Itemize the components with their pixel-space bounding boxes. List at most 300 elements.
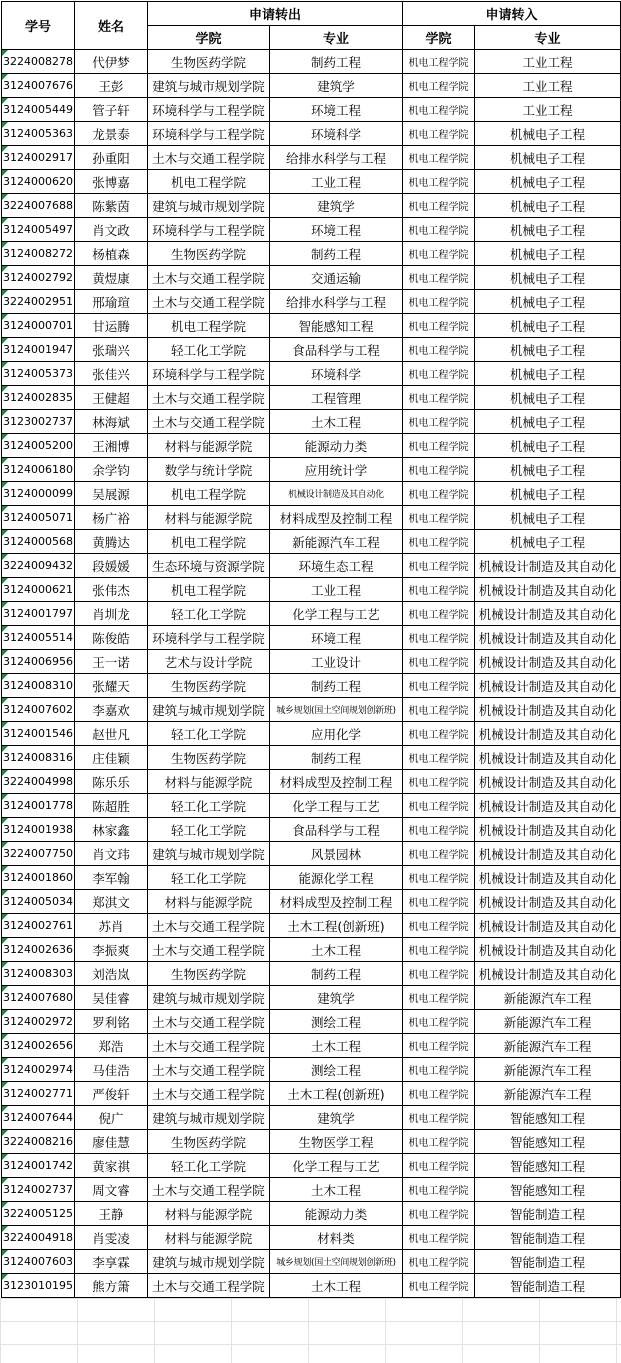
cell-in-college[interactable]: 机电工程学院 (403, 242, 475, 266)
cell-in-major[interactable]: 机械设计制造及其自动化 (475, 818, 621, 842)
cell-name[interactable]: 张博嘉 (75, 170, 148, 194)
cell-in-major[interactable]: 智能感知工程 (475, 1154, 621, 1178)
cell-out-college[interactable]: 材料与能源学院 (148, 1226, 270, 1250)
cell-in-major[interactable]: 智能感知工程 (475, 1178, 621, 1202)
cell-out-major[interactable]: 能源化学工程 (270, 866, 403, 890)
cell-name[interactable]: 廖佳慧 (75, 1130, 148, 1154)
cell-out-major[interactable]: 材料成型及控制工程 (270, 506, 403, 530)
cell-out-college[interactable]: 建筑与城市规划学院 (148, 842, 270, 866)
cell-student-id[interactable]: 3124001797 (2, 602, 75, 626)
cell-out-college[interactable]: 轻工化工学院 (148, 866, 270, 890)
cell-in-college[interactable]: 机电工程学院 (403, 602, 475, 626)
cell-in-college[interactable]: 机电工程学院 (403, 362, 475, 386)
cell-in-college[interactable]: 机电工程学院 (403, 314, 475, 338)
cell-student-id[interactable]: 3124006956 (2, 650, 75, 674)
cell-out-college[interactable]: 机电工程学院 (148, 482, 270, 506)
cell-out-college[interactable]: 数学与统计学院 (148, 458, 270, 482)
cell-name[interactable]: 张伟杰 (75, 578, 148, 602)
cell-out-college[interactable]: 建筑与城市规划学院 (148, 74, 270, 98)
cell-in-major[interactable]: 机械设计制造及其自动化 (475, 890, 621, 914)
cell-out-college[interactable]: 环境科学与工程学院 (148, 218, 270, 242)
cell-in-college[interactable]: 机电工程学院 (403, 122, 475, 146)
cell-name[interactable]: 陈乐乐 (75, 770, 148, 794)
cell-student-id[interactable]: 3124007676 (2, 74, 75, 98)
cell-name[interactable]: 马佳浩 (75, 1058, 148, 1082)
cell-out-college[interactable]: 建筑与城市规划学院 (148, 1250, 270, 1274)
cell-in-college[interactable]: 机电工程学院 (403, 1058, 475, 1082)
cell-in-college[interactable]: 机电工程学院 (403, 1010, 475, 1034)
cell-student-id[interactable]: 3124005497 (2, 218, 75, 242)
cell-in-major[interactable]: 智能制造工程 (475, 1226, 621, 1250)
cell-in-major[interactable]: 机械设计制造及其自动化 (475, 626, 621, 650)
cell-out-major[interactable]: 环境工程 (270, 98, 403, 122)
cell-in-major[interactable]: 机械电子工程 (475, 290, 621, 314)
cell-name[interactable]: 李享霖 (75, 1250, 148, 1274)
cell-name[interactable]: 李军翰 (75, 866, 148, 890)
cell-name[interactable]: 周文睿 (75, 1178, 148, 1202)
cell-in-major[interactable]: 机械设计制造及其自动化 (475, 962, 621, 986)
cell-in-major[interactable]: 机械设计制造及其自动化 (475, 914, 621, 938)
cell-student-id[interactable]: 3124002656 (2, 1034, 75, 1058)
cell-out-college[interactable]: 轻工化工学院 (148, 794, 270, 818)
cell-out-college[interactable]: 土木与交通工程学院 (148, 146, 270, 170)
header-out-major[interactable]: 专业 (270, 26, 403, 50)
cell-in-college[interactable]: 机电工程学院 (403, 962, 475, 986)
cell-in-major[interactable]: 机械电子工程 (475, 122, 621, 146)
cell-in-college[interactable]: 机电工程学院 (403, 986, 475, 1010)
cell-name[interactable]: 郑淇文 (75, 890, 148, 914)
cell-in-college[interactable]: 机电工程学院 (403, 218, 475, 242)
cell-out-college[interactable]: 环境科学与工程学院 (148, 122, 270, 146)
cell-name[interactable]: 杨广裕 (75, 506, 148, 530)
cell-out-college[interactable]: 材料与能源学院 (148, 506, 270, 530)
cell-student-id[interactable]: 3224004998 (2, 770, 75, 794)
cell-student-id[interactable]: 3224002951 (2, 290, 75, 314)
cell-in-major[interactable]: 机械电子工程 (475, 458, 621, 482)
cell-student-id[interactable]: 3224005125 (2, 1202, 75, 1226)
cell-out-major[interactable]: 土木工程(创新班) (270, 1082, 403, 1106)
cell-student-id[interactable]: 3124002917 (2, 146, 75, 170)
cell-student-id[interactable]: 3124002835 (2, 386, 75, 410)
cell-out-major[interactable]: 建筑学 (270, 986, 403, 1010)
cell-name[interactable]: 黄腾达 (75, 530, 148, 554)
cell-in-college[interactable]: 机电工程学院 (403, 674, 475, 698)
header-transfer-in[interactable]: 申请转入 (403, 2, 621, 26)
cell-student-id[interactable]: 3124001546 (2, 722, 75, 746)
cell-out-college[interactable]: 轻工化工学院 (148, 818, 270, 842)
cell-student-id[interactable]: 3124007603 (2, 1250, 75, 1274)
cell-in-major[interactable]: 机械电子工程 (475, 338, 621, 362)
cell-student-id[interactable]: 3124008272 (2, 242, 75, 266)
cell-in-college[interactable]: 机电工程学院 (403, 74, 475, 98)
cell-student-id[interactable]: 3124000099 (2, 482, 75, 506)
header-in-major[interactable]: 专业 (475, 26, 621, 50)
cell-student-id[interactable]: 3124005071 (2, 506, 75, 530)
cell-student-id[interactable]: 3123002737 (2, 410, 75, 434)
header-in-college[interactable]: 学院 (403, 26, 475, 50)
cell-in-major[interactable]: 机械设计制造及其自动化 (475, 794, 621, 818)
cell-in-major[interactable]: 机械设计制造及其自动化 (475, 746, 621, 770)
cell-in-college[interactable]: 机电工程学院 (403, 650, 475, 674)
cell-out-major[interactable]: 智能感知工程 (270, 314, 403, 338)
cell-student-id[interactable]: 3123010195 (2, 1274, 75, 1298)
cell-out-college[interactable]: 土木与交通工程学院 (148, 938, 270, 962)
header-transfer-out[interactable]: 申请转出 (148, 2, 403, 26)
cell-out-college[interactable]: 土木与交通工程学院 (148, 1034, 270, 1058)
cell-out-major[interactable]: 材料成型及控制工程 (270, 770, 403, 794)
cell-name[interactable]: 吴佳睿 (75, 986, 148, 1010)
cell-out-major[interactable]: 材料类 (270, 1226, 403, 1250)
cell-out-major[interactable]: 给排水科学与工程 (270, 146, 403, 170)
cell-out-major[interactable]: 能源动力类 (270, 434, 403, 458)
cell-in-college[interactable]: 机电工程学院 (403, 98, 475, 122)
cell-name[interactable]: 王湘博 (75, 434, 148, 458)
cell-name[interactable]: 甘运腾 (75, 314, 148, 338)
cell-in-college[interactable]: 机电工程学院 (403, 458, 475, 482)
cell-in-major[interactable]: 机械电子工程 (475, 218, 621, 242)
cell-student-id[interactable]: 3124000568 (2, 530, 75, 554)
cell-name[interactable]: 肖文政 (75, 218, 148, 242)
cell-in-major[interactable]: 智能感知工程 (475, 1130, 621, 1154)
cell-student-id[interactable]: 3124005200 (2, 434, 75, 458)
cell-out-major[interactable]: 制药工程 (270, 674, 403, 698)
cell-in-college[interactable]: 机电工程学院 (403, 506, 475, 530)
cell-in-college[interactable]: 机电工程学院 (403, 746, 475, 770)
cell-name[interactable]: 黄煜康 (75, 266, 148, 290)
cell-out-major[interactable]: 城乡规划(国土空间规划创新班) (270, 1250, 403, 1274)
cell-name[interactable]: 林海斌 (75, 410, 148, 434)
cell-out-major[interactable]: 环境工程 (270, 626, 403, 650)
cell-name[interactable]: 王彭 (75, 74, 148, 98)
cell-out-college[interactable]: 机电工程学院 (148, 170, 270, 194)
cell-name[interactable]: 代伊梦 (75, 50, 148, 74)
cell-in-college[interactable]: 机电工程学院 (403, 938, 475, 962)
cell-out-college[interactable]: 环境科学与工程学院 (148, 98, 270, 122)
cell-in-major[interactable]: 机械电子工程 (475, 314, 621, 338)
cell-in-college[interactable]: 机电工程学院 (403, 410, 475, 434)
cell-student-id[interactable]: 3124002761 (2, 914, 75, 938)
cell-name[interactable]: 刘浩岚 (75, 962, 148, 986)
cell-student-id[interactable]: 3124000701 (2, 314, 75, 338)
cell-in-college[interactable]: 机电工程学院 (403, 818, 475, 842)
cell-out-major[interactable]: 环境科学 (270, 122, 403, 146)
cell-student-id[interactable]: 3124002737 (2, 1178, 75, 1202)
cell-in-major[interactable]: 机械电子工程 (475, 170, 621, 194)
cell-out-major[interactable]: 应用统计学 (270, 458, 403, 482)
header-name[interactable]: 姓名 (75, 2, 148, 50)
cell-out-major[interactable]: 土木工程 (270, 1034, 403, 1058)
cell-name[interactable]: 张瑞兴 (75, 338, 148, 362)
cell-student-id[interactable]: 3124002636 (2, 938, 75, 962)
cell-out-major[interactable]: 食品科学与工程 (270, 338, 403, 362)
cell-in-major[interactable]: 智能感知工程 (475, 1106, 621, 1130)
cell-in-major[interactable]: 智能制造工程 (475, 1274, 621, 1298)
cell-out-college[interactable]: 建筑与城市规划学院 (148, 1106, 270, 1130)
cell-in-major[interactable]: 机械设计制造及其自动化 (475, 650, 621, 674)
cell-out-college[interactable]: 材料与能源学院 (148, 890, 270, 914)
cell-in-major[interactable]: 机械电子工程 (475, 506, 621, 530)
cell-name[interactable]: 倪广 (75, 1106, 148, 1130)
cell-in-college[interactable]: 机电工程学院 (403, 626, 475, 650)
cell-out-college[interactable]: 轻工化工学院 (148, 722, 270, 746)
cell-out-major[interactable]: 食品科学与工程 (270, 818, 403, 842)
cell-student-id[interactable]: 3124001938 (2, 818, 75, 842)
cell-student-id[interactable]: 3124000620 (2, 170, 75, 194)
cell-in-college[interactable]: 机电工程学院 (403, 386, 475, 410)
cell-name[interactable]: 肖圳龙 (75, 602, 148, 626)
cell-student-id[interactable]: 3124001742 (2, 1154, 75, 1178)
cell-student-id[interactable]: 3124008316 (2, 746, 75, 770)
cell-in-college[interactable]: 机电工程学院 (403, 170, 475, 194)
cell-name[interactable]: 张耀天 (75, 674, 148, 698)
cell-out-major[interactable]: 建筑学 (270, 194, 403, 218)
cell-student-id[interactable]: 3224007750 (2, 842, 75, 866)
cell-in-major[interactable]: 工业工程 (475, 50, 621, 74)
cell-out-major[interactable]: 测绘工程 (270, 1058, 403, 1082)
cell-in-major[interactable]: 机械设计制造及其自动化 (475, 938, 621, 962)
cell-out-major[interactable]: 化学工程与工艺 (270, 602, 403, 626)
cell-in-college[interactable]: 机电工程学院 (403, 1202, 475, 1226)
cell-in-college[interactable]: 机电工程学院 (403, 698, 475, 722)
cell-student-id[interactable]: 3224004918 (2, 1226, 75, 1250)
cell-name[interactable]: 吴展源 (75, 482, 148, 506)
cell-out-college[interactable]: 生物医药学院 (148, 746, 270, 770)
cell-in-college[interactable]: 机电工程学院 (403, 482, 475, 506)
cell-in-major[interactable]: 机械设计制造及其自动化 (475, 578, 621, 602)
cell-in-major[interactable]: 机械设计制造及其自动化 (475, 554, 621, 578)
header-id[interactable]: 学号 (2, 2, 75, 50)
cell-out-college[interactable]: 环境科学与工程学院 (148, 362, 270, 386)
cell-out-college[interactable]: 材料与能源学院 (148, 770, 270, 794)
cell-in-college[interactable]: 机电工程学院 (403, 1130, 475, 1154)
cell-in-college[interactable]: 机电工程学院 (403, 770, 475, 794)
cell-student-id[interactable]: 3124005373 (2, 362, 75, 386)
cell-in-major[interactable]: 机械电子工程 (475, 194, 621, 218)
cell-in-college[interactable]: 机电工程学院 (403, 194, 475, 218)
cell-out-college[interactable]: 材料与能源学院 (148, 434, 270, 458)
cell-out-major[interactable]: 环境工程 (270, 218, 403, 242)
cell-student-id[interactable]: 3124006180 (2, 458, 75, 482)
cell-in-college[interactable]: 机电工程学院 (403, 554, 475, 578)
cell-in-major[interactable]: 新能源汽车工程 (475, 1010, 621, 1034)
cell-in-college[interactable]: 机电工程学院 (403, 890, 475, 914)
cell-in-major[interactable]: 机械电子工程 (475, 386, 621, 410)
cell-out-major[interactable]: 交通运输 (270, 266, 403, 290)
cell-out-college[interactable]: 机电工程学院 (148, 578, 270, 602)
cell-student-id[interactable]: 3124005034 (2, 890, 75, 914)
cell-out-major[interactable]: 土木工程 (270, 410, 403, 434)
cell-out-college[interactable]: 生物医药学院 (148, 1130, 270, 1154)
cell-out-major[interactable]: 生物医学工程 (270, 1130, 403, 1154)
cell-out-college[interactable]: 环境科学与工程学院 (148, 626, 270, 650)
cell-student-id[interactable]: 3124000621 (2, 578, 75, 602)
cell-in-college[interactable]: 机电工程学院 (403, 1250, 475, 1274)
header-out-college[interactable]: 学院 (148, 26, 270, 50)
cell-out-college[interactable]: 轻工化工学院 (148, 602, 270, 626)
cell-out-college[interactable]: 艺术与设计学院 (148, 650, 270, 674)
cell-student-id[interactable]: 3124008310 (2, 674, 75, 698)
cell-out-major[interactable]: 测绘工程 (270, 1010, 403, 1034)
cell-name[interactable]: 段媛媛 (75, 554, 148, 578)
cell-student-id[interactable]: 3124001947 (2, 338, 75, 362)
cell-name[interactable]: 陈俊皓 (75, 626, 148, 650)
cell-name[interactable]: 孙重阳 (75, 146, 148, 170)
cell-in-college[interactable]: 机电工程学院 (403, 434, 475, 458)
cell-out-major[interactable]: 制药工程 (270, 242, 403, 266)
cell-name[interactable]: 陈紫茵 (75, 194, 148, 218)
cell-in-major[interactable]: 机械电子工程 (475, 146, 621, 170)
cell-in-major[interactable]: 智能制造工程 (475, 1250, 621, 1274)
cell-out-major[interactable]: 材料成型及控制工程 (270, 890, 403, 914)
cell-name[interactable]: 赵世凡 (75, 722, 148, 746)
cell-out-college[interactable]: 建筑与城市规划学院 (148, 698, 270, 722)
cell-out-college[interactable]: 生态环境与资源学院 (148, 554, 270, 578)
cell-out-college[interactable]: 生物医药学院 (148, 50, 270, 74)
cell-in-major[interactable]: 智能制造工程 (475, 1202, 621, 1226)
cell-out-college[interactable]: 土木与交通工程学院 (148, 1082, 270, 1106)
cell-in-major[interactable]: 机械设计制造及其自动化 (475, 770, 621, 794)
cell-name[interactable]: 肖雯凌 (75, 1226, 148, 1250)
cell-out-major[interactable]: 制药工程 (270, 746, 403, 770)
cell-student-id[interactable]: 3124001778 (2, 794, 75, 818)
cell-out-major[interactable]: 土木工程(创新班) (270, 914, 403, 938)
cell-out-major[interactable]: 环境生态工程 (270, 554, 403, 578)
cell-out-college[interactable]: 材料与能源学院 (148, 1202, 270, 1226)
cell-in-college[interactable]: 机电工程学院 (403, 146, 475, 170)
cell-student-id[interactable]: 3124005449 (2, 98, 75, 122)
cell-out-college[interactable]: 机电工程学院 (148, 314, 270, 338)
cell-student-id[interactable]: 3124007602 (2, 698, 75, 722)
cell-out-major[interactable]: 给排水科学与工程 (270, 290, 403, 314)
cell-out-major[interactable]: 土木工程 (270, 1274, 403, 1298)
cell-in-major[interactable]: 新能源汽车工程 (475, 1082, 621, 1106)
cell-student-id[interactable]: 3124008303 (2, 962, 75, 986)
cell-out-college[interactable]: 土木与交通工程学院 (148, 1178, 270, 1202)
cell-name[interactable]: 熊方箫 (75, 1274, 148, 1298)
cell-out-college[interactable]: 土木与交通工程学院 (148, 410, 270, 434)
cell-name[interactable]: 张佳兴 (75, 362, 148, 386)
cell-out-major[interactable]: 工业设计 (270, 650, 403, 674)
cell-name[interactable]: 邢瑜瑄 (75, 290, 148, 314)
cell-in-college[interactable]: 机电工程学院 (403, 50, 475, 74)
cell-out-college[interactable]: 土木与交通工程学院 (148, 266, 270, 290)
cell-in-major[interactable]: 机械电子工程 (475, 482, 621, 506)
cell-in-college[interactable]: 机电工程学院 (403, 1178, 475, 1202)
cell-in-major[interactable]: 工业工程 (475, 74, 621, 98)
cell-student-id[interactable]: 3124001860 (2, 866, 75, 890)
cell-out-major[interactable]: 建筑学 (270, 1106, 403, 1130)
cell-out-major[interactable]: 制药工程 (270, 50, 403, 74)
cell-out-college[interactable]: 土木与交通工程学院 (148, 290, 270, 314)
cell-out-major[interactable]: 能源动力类 (270, 1202, 403, 1226)
cell-out-major[interactable]: 机械设计制造及其自动化 (270, 482, 403, 506)
cell-in-college[interactable]: 机电工程学院 (403, 1106, 475, 1130)
cell-name[interactable]: 管子轩 (75, 98, 148, 122)
cell-out-major[interactable]: 城乡规划(国土空间规划创新班) (270, 698, 403, 722)
cell-in-major[interactable]: 机械设计制造及其自动化 (475, 698, 621, 722)
cell-out-major[interactable]: 土木工程 (270, 938, 403, 962)
cell-student-id[interactable]: 3124007644 (2, 1106, 75, 1130)
cell-in-college[interactable]: 机电工程学院 (403, 1274, 475, 1298)
cell-out-college[interactable]: 建筑与城市规划学院 (148, 194, 270, 218)
cell-in-college[interactable]: 机电工程学院 (403, 722, 475, 746)
cell-name[interactable]: 李振爽 (75, 938, 148, 962)
cell-in-college[interactable]: 机电工程学院 (403, 914, 475, 938)
cell-name[interactable]: 余学钧 (75, 458, 148, 482)
cell-name[interactable]: 王一诺 (75, 650, 148, 674)
cell-student-id[interactable]: 3224009432 (2, 554, 75, 578)
cell-in-major[interactable]: 新能源汽车工程 (475, 986, 621, 1010)
cell-student-id[interactable]: 3124002972 (2, 1010, 75, 1034)
cell-name[interactable]: 罗利铭 (75, 1010, 148, 1034)
cell-student-id[interactable]: 3124005363 (2, 122, 75, 146)
cell-in-college[interactable]: 机电工程学院 (403, 338, 475, 362)
cell-name[interactable]: 严俊轩 (75, 1082, 148, 1106)
cell-out-college[interactable]: 轻工化工学院 (148, 338, 270, 362)
cell-out-major[interactable]: 工程管理 (270, 386, 403, 410)
cell-in-college[interactable]: 机电工程学院 (403, 1226, 475, 1250)
cell-name[interactable]: 王健超 (75, 386, 148, 410)
cell-student-id[interactable]: 3124005514 (2, 626, 75, 650)
cell-in-major[interactable]: 机械设计制造及其自动化 (475, 602, 621, 626)
cell-in-college[interactable]: 机电工程学院 (403, 842, 475, 866)
cell-in-major[interactable]: 机械设计制造及其自动化 (475, 866, 621, 890)
cell-in-major[interactable]: 机械电子工程 (475, 530, 621, 554)
cell-name[interactable]: 李嘉欢 (75, 698, 148, 722)
cell-in-major[interactable]: 机械设计制造及其自动化 (475, 842, 621, 866)
cell-name[interactable]: 苏肖 (75, 914, 148, 938)
cell-out-major[interactable]: 化学工程与工艺 (270, 794, 403, 818)
cell-in-college[interactable]: 机电工程学院 (403, 290, 475, 314)
cell-in-major[interactable]: 机械电子工程 (475, 266, 621, 290)
cell-name[interactable]: 陈超胜 (75, 794, 148, 818)
cell-in-major[interactable]: 机械电子工程 (475, 434, 621, 458)
cell-in-college[interactable]: 机电工程学院 (403, 266, 475, 290)
cell-student-id[interactable]: 3224007688 (2, 194, 75, 218)
cell-out-college[interactable]: 土木与交通工程学院 (148, 1058, 270, 1082)
cell-name[interactable]: 林家鑫 (75, 818, 148, 842)
cell-out-college[interactable]: 生物医药学院 (148, 242, 270, 266)
cell-in-major[interactable]: 工业工程 (475, 98, 621, 122)
cell-student-id[interactable]: 3124002792 (2, 266, 75, 290)
cell-in-college[interactable]: 机电工程学院 (403, 1034, 475, 1058)
cell-in-major[interactable]: 机械设计制造及其自动化 (475, 674, 621, 698)
cell-in-college[interactable]: 机电工程学院 (403, 866, 475, 890)
cell-out-college[interactable]: 土木与交通工程学院 (148, 914, 270, 938)
cell-in-major[interactable]: 新能源汽车工程 (475, 1058, 621, 1082)
cell-out-major[interactable]: 土木工程 (270, 1178, 403, 1202)
cell-student-id[interactable]: 3224008216 (2, 1130, 75, 1154)
cell-out-major[interactable]: 制药工程 (270, 962, 403, 986)
cell-name[interactable]: 庄佳颖 (75, 746, 148, 770)
cell-out-major[interactable]: 工业工程 (270, 170, 403, 194)
cell-out-major[interactable]: 环境科学 (270, 362, 403, 386)
cell-name[interactable]: 龙景泰 (75, 122, 148, 146)
cell-in-college[interactable]: 机电工程学院 (403, 794, 475, 818)
cell-in-major[interactable]: 机械电子工程 (475, 410, 621, 434)
cell-student-id[interactable]: 3124002974 (2, 1058, 75, 1082)
cell-name[interactable]: 肖文玮 (75, 842, 148, 866)
cell-out-college[interactable]: 土木与交通工程学院 (148, 1010, 270, 1034)
cell-in-college[interactable]: 机电工程学院 (403, 1154, 475, 1178)
cell-in-major[interactable]: 机械电子工程 (475, 242, 621, 266)
cell-in-college[interactable]: 机电工程学院 (403, 530, 475, 554)
cell-student-id[interactable]: 3224008278 (2, 50, 75, 74)
cell-out-college[interactable]: 生物医药学院 (148, 674, 270, 698)
cell-name[interactable]: 黄家祺 (75, 1154, 148, 1178)
cell-in-college[interactable]: 机电工程学院 (403, 578, 475, 602)
cell-out-college[interactable]: 生物医药学院 (148, 962, 270, 986)
